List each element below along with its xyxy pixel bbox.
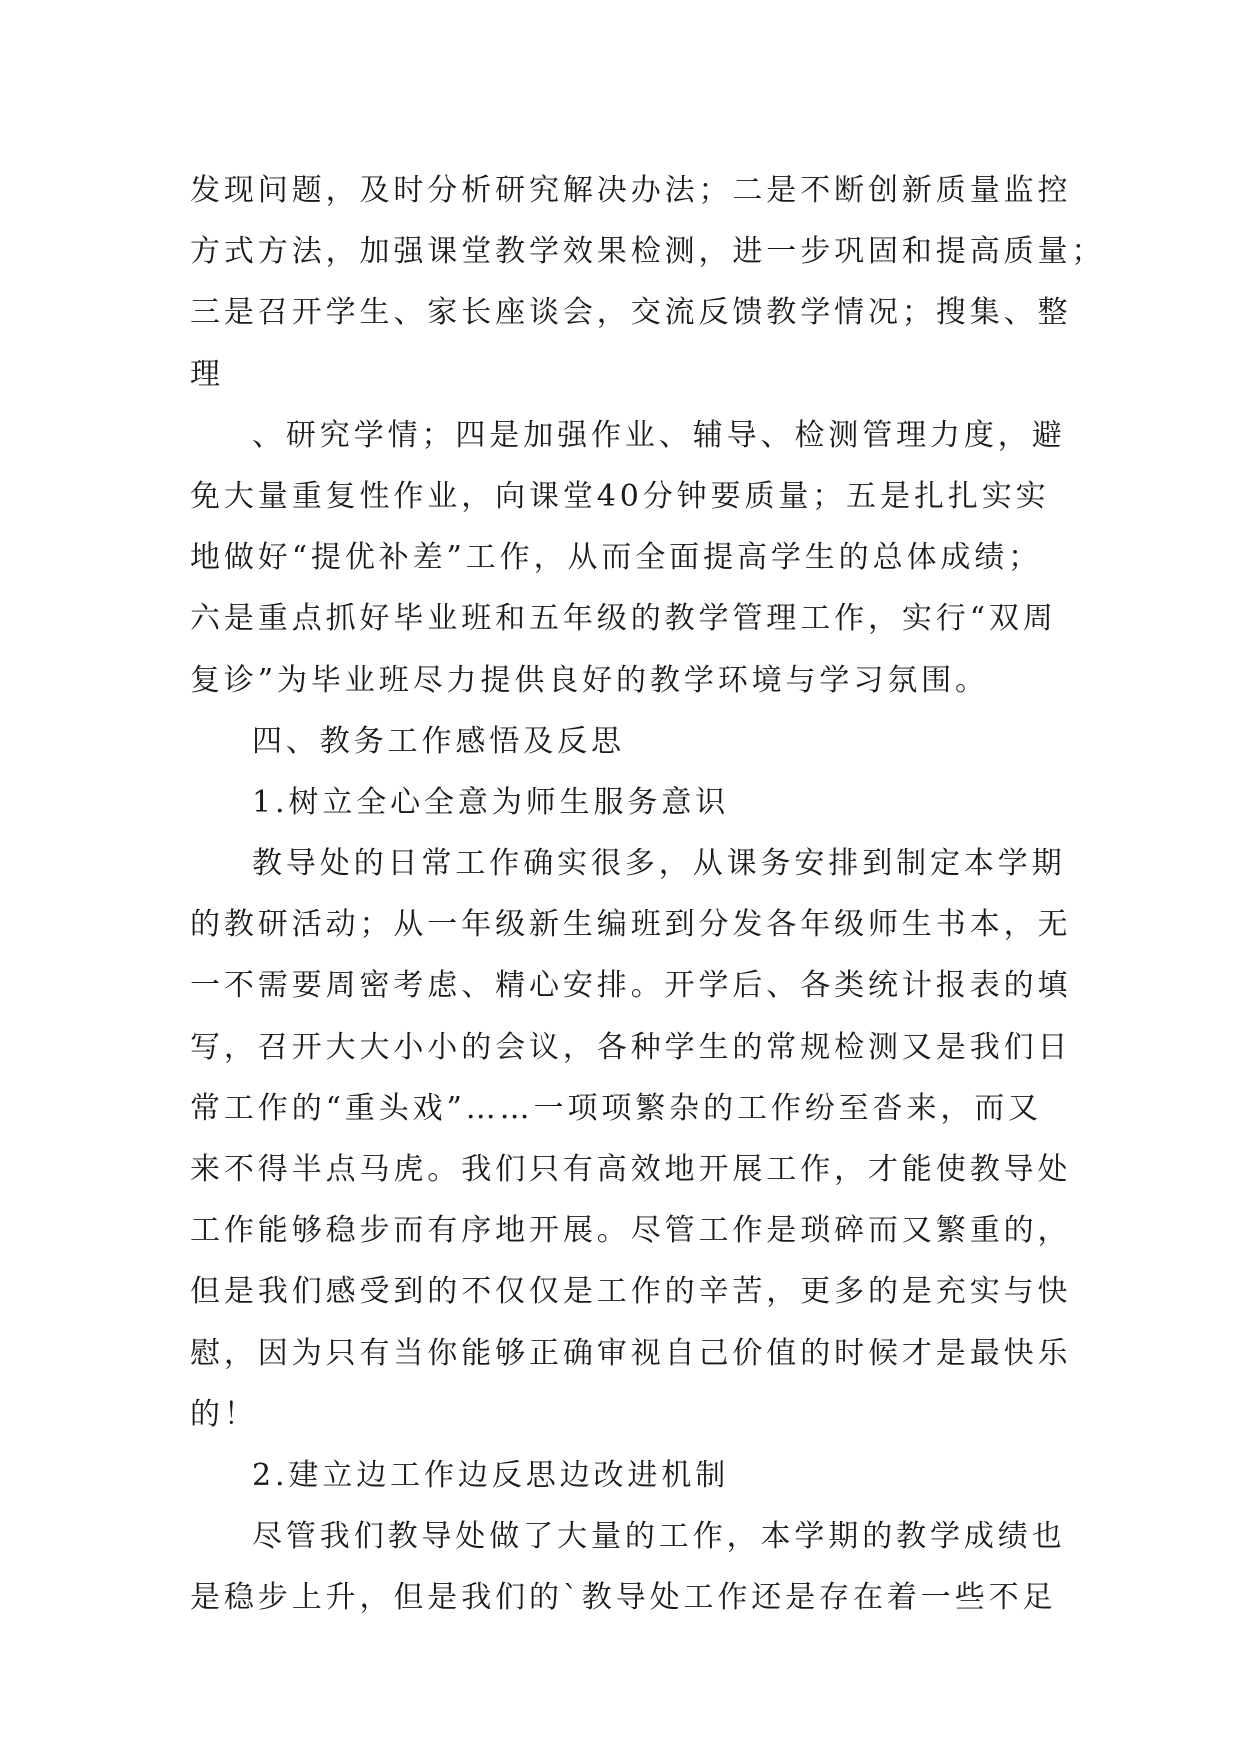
text-line: 的！ bbox=[190, 1396, 258, 1432]
text-line: 的教研活动；从一年级新生编班到分发各年级师生书本，无 bbox=[190, 907, 1072, 943]
text-line: 方式方法，加强课堂教学效果检测，进一步巩固和提高质量； bbox=[190, 234, 1106, 270]
text-line: 教导处的日常工作确实很多，从课务安排到制定本学期 bbox=[252, 846, 1066, 882]
text-line: 尽管我们教导处做了大量的工作，本学期的教学成绩也 bbox=[252, 1519, 1066, 1555]
text-line: 三是召开学生、家长座谈会，交流反馈教学情况；搜集、整 bbox=[190, 295, 1072, 331]
text-line: 慰，因为只有当你能够正确审视自己价值的时候才是最快乐 bbox=[190, 1335, 1072, 1371]
text-line: 理 bbox=[190, 356, 224, 392]
text-line: 地做好“提优补差”工作，从而全面提高学生的总体成绩； bbox=[190, 540, 1043, 576]
text-line: 、研究学情；四是加强作业、辅导、检测管理力度，避 bbox=[252, 417, 1066, 453]
subsection-heading: 1.树立全心全意为师生服务意识 bbox=[252, 784, 730, 820]
text-line: 六是重点抓好毕业班和五年级的教学管理工作，实行“双周 bbox=[190, 601, 1057, 637]
document-body bbox=[190, 160, 1106, 1629]
text-line: 发现问题，及时分析研究解决办法；二是不断创新质量监控 bbox=[190, 173, 1072, 208]
text-line: 工作能够稳步而有序地开展。尽管工作是琐碎而又繁重的， bbox=[190, 1213, 1072, 1249]
text-line: 复诊”为毕业班尽力提供良好的教学环境与学习氛围。 bbox=[190, 662, 989, 698]
text-line: 但是我们感受到的不仅仅是工作的辛苦，更多的是充实与快 bbox=[190, 1274, 1072, 1310]
text-line: 一不需要周密考虑、精心安排。开学后、各类统计报表的填 bbox=[190, 968, 1072, 1004]
text-line: 常工作的“重头戏”……一项项繁杂的工作纷至沓来，而又 bbox=[190, 1090, 1043, 1126]
text-line: 免大量重复性作业，向课堂40分钟要质量；五是扎扎实实 bbox=[190, 478, 1050, 514]
text-line: 写，召开大大小小的会议，各种学生的常规检测又是我们日 bbox=[190, 1029, 1072, 1065]
text-line: 是稳步上升，但是我们的`教导处工作还是存在着一些不足 bbox=[190, 1580, 1057, 1616]
text-line: 来不得半点马虎。我们只有高效地开展工作，才能使教导处 bbox=[190, 1152, 1072, 1187]
subsection-heading: 2.建立边工作边反思边改进机制 bbox=[252, 1457, 730, 1493]
section-heading: 四、教务工作感悟及反思 bbox=[252, 723, 625, 759]
